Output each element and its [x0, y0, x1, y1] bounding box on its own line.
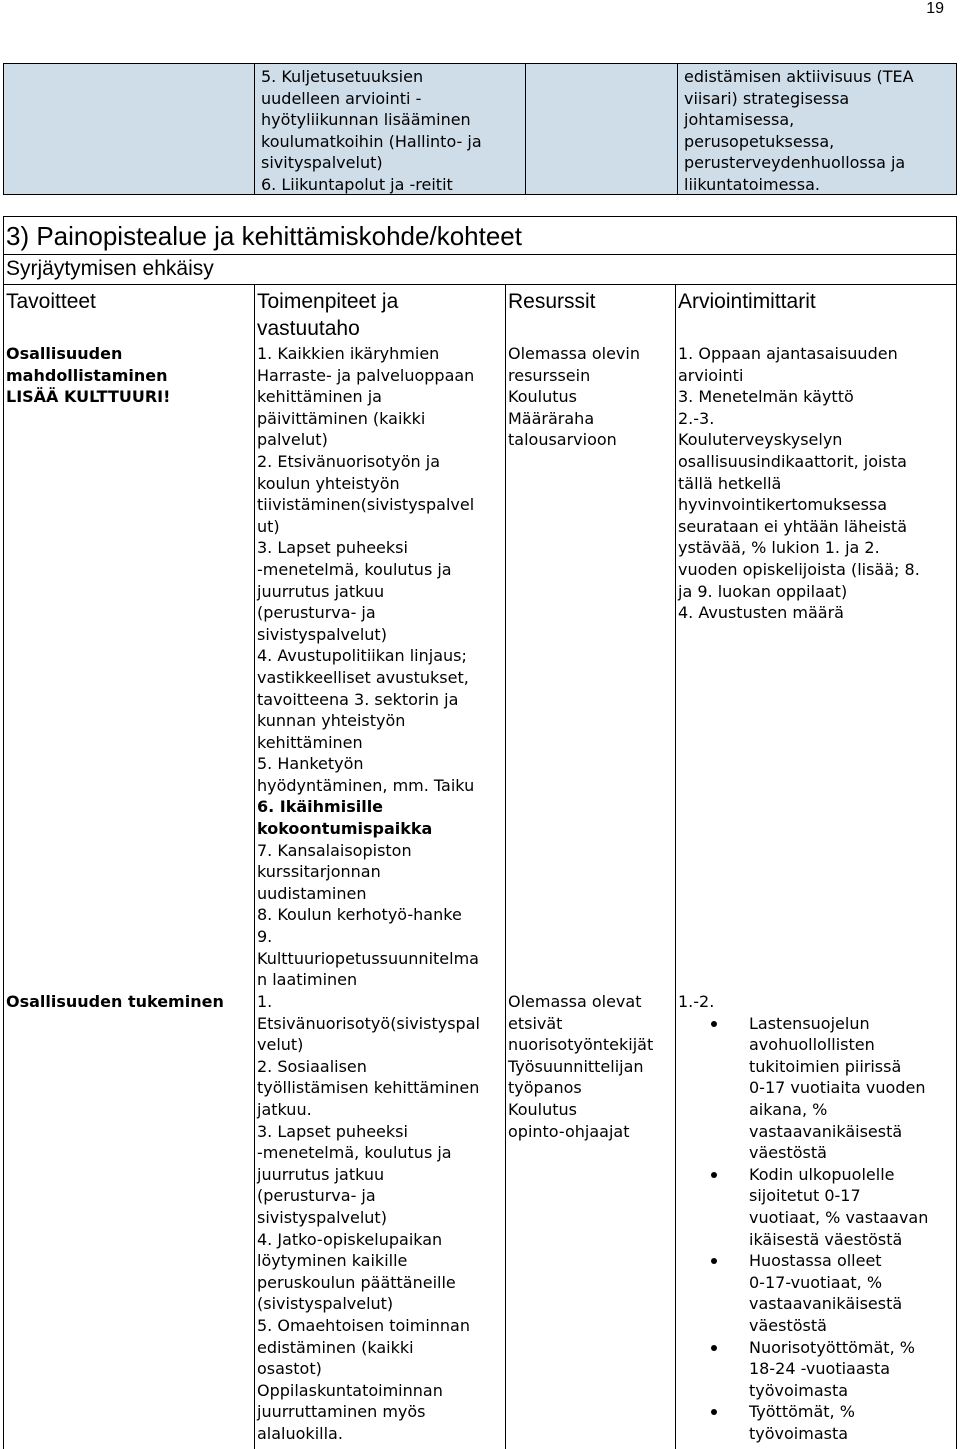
header-goals: Tavoitteet — [6, 290, 96, 313]
row2-metrics-intro: 1.-2. — [678, 992, 715, 1011]
bullet-icon — [711, 1345, 717, 1351]
column-resources — [506, 285, 676, 1449]
row2-metrics-bullets — [678, 1013, 956, 1445]
bullet-icon — [711, 1021, 717, 1027]
header-metrics: Arviointimittarit — [678, 290, 816, 313]
column-goals — [4, 285, 255, 1449]
metric-bullet-item: Kodin ulkopuolelle sijoitetut 0-17 vuotiaat, % vastaavan ikäisestä väestöstä — [678, 1164, 956, 1250]
row1-goal: Osallisuuden mahdollistaminen LISÄÄ KULTTUURI! — [6, 344, 171, 407]
focus-area-table — [3, 216, 957, 1449]
metric-bullet-item: Lastensuojelun avohuollollisten tukitoimien piirissä 0-17 vuotiaita vuoden aikana, % vastaavanikäisestä väestöstä — [678, 1013, 956, 1164]
header-resources: Resurssit — [508, 290, 596, 313]
continued-table — [3, 63, 957, 195]
section-title: 3) Painopistealue ja kehittämiskohde/kohteet — [4, 217, 956, 255]
page-number: 19 — [926, 0, 944, 17]
section-subtitle: Syrjäytymisen ehkäisy — [4, 255, 956, 285]
row2-goal: Osallisuuden tukeminen — [6, 992, 224, 1011]
row2-metrics — [676, 991, 958, 1444]
row1-actions — [255, 343, 506, 991]
row2-resources: Olemassa olevat etsivät nuorisotyöntekijät Työsuunnittelijan työpanos Koulutus opinto-ohjaajat — [508, 992, 654, 1141]
continued-goal-cell — [4, 64, 255, 194]
row1-actions-highlight: 6. Ikäihmisille kokoontumispaikka — [257, 797, 433, 839]
header-actions: Toimenpiteet ja vastuutaho — [257, 290, 399, 340]
row1-actions-list-c: 7. Kansalaisopiston kurssitarjonnan uudistaminen 8. Koulun kerhotyö-hanke 9. Kulttuuriopetussuunnitelma n laatiminen — [257, 840, 479, 990]
continued-resources-cell — [526, 64, 678, 194]
row1-actions-list-a: 1. Kaikkien ikäryhmien Harraste- ja palveluoppaan kehittäminen ja päivittäminen (kaikki palvelut) 2. Etsivänuorisotyön ja koulun yhteistyön tiivistäminen(sivistyspalvel ut) 3. Lapset puheeksi -menetelmä, koulutus ja juurrutus jatkuu (perusturva- ja sivistyspalvelut) 4. Avustupolitiikan linjaus; vastikkeelliset avustukset, tavoitteena 3. sektorin ja kunnan yhteistyön kehittäminen 5. Hanketyön hyödyntäminen, mm. Taiku — [257, 344, 475, 795]
row1-resources: Olemassa olevin resurssein Koulutus Määräraha talousarvioon — [508, 344, 640, 450]
continued-metrics-cell: edistämisen aktiivisuus (TEA viisari) strategisessa johtamisessa, perusopetuksessa, perusterveydenhuollossa ja liikuntatoimessa. — [684, 67, 914, 194]
continued-actions-cell: 5. Kuljetusetuuksien uudelleen arviointi - hyötyliikunnan lisääminen koulumatkoihin (Hallinto- ja sivityspalvelut) 6. Liikuntapolut ja -reitit — [255, 64, 526, 194]
bullet-icon — [711, 1258, 717, 1264]
row1-metrics: 1. Oppaan ajantasaisuuden arviointi 3. Menetelmän käyttö 2.-3. Kouluterveyskyselyn osallisuusindikaattorit, joista tällä hetkellä hyvinvointikertomuksessa seurataan ei yhtään läheistä ystävää, % lukion 1. ja 2. vuoden opiskelijoista (lisää; 8. ja 9. luokan oppilaat) 4. Avustusten määrä — [678, 344, 920, 623]
metric-bullet-item: Nuorisotyöttömät, % 18-24 -vuotiaasta työvoimasta — [678, 1337, 956, 1402]
bullet-icon — [711, 1172, 717, 1178]
bullet-icon — [711, 1409, 717, 1415]
row2-actions: 1. Etsivänuorisotyö(sivistyspal velut) 2. Sosiaalisen työllistämisen kehittäminen jatkuu. 3. Lapset puheeksi -menetelmä, koulutus ja juurrutus jatkuu (perusturva- ja sivistyspalvelut) 4. Jatko-opiskelupaikan löytyminen kaikille peruskoulun päättäneille (sivistyspalvelut) 5. Omaehtoisen toiminnan edistäminen (kaikki osastot) Oppilaskuntatoiminnan juurruttaminen myös alaluokilla. — [257, 992, 480, 1443]
metric-bullet-item: Työttömät, % työvoimasta — [678, 1401, 956, 1444]
metric-bullet-item: Huostassa olleet 0-17-vuotiaat, % vastaavanikäisestä väestöstä — [678, 1250, 956, 1336]
